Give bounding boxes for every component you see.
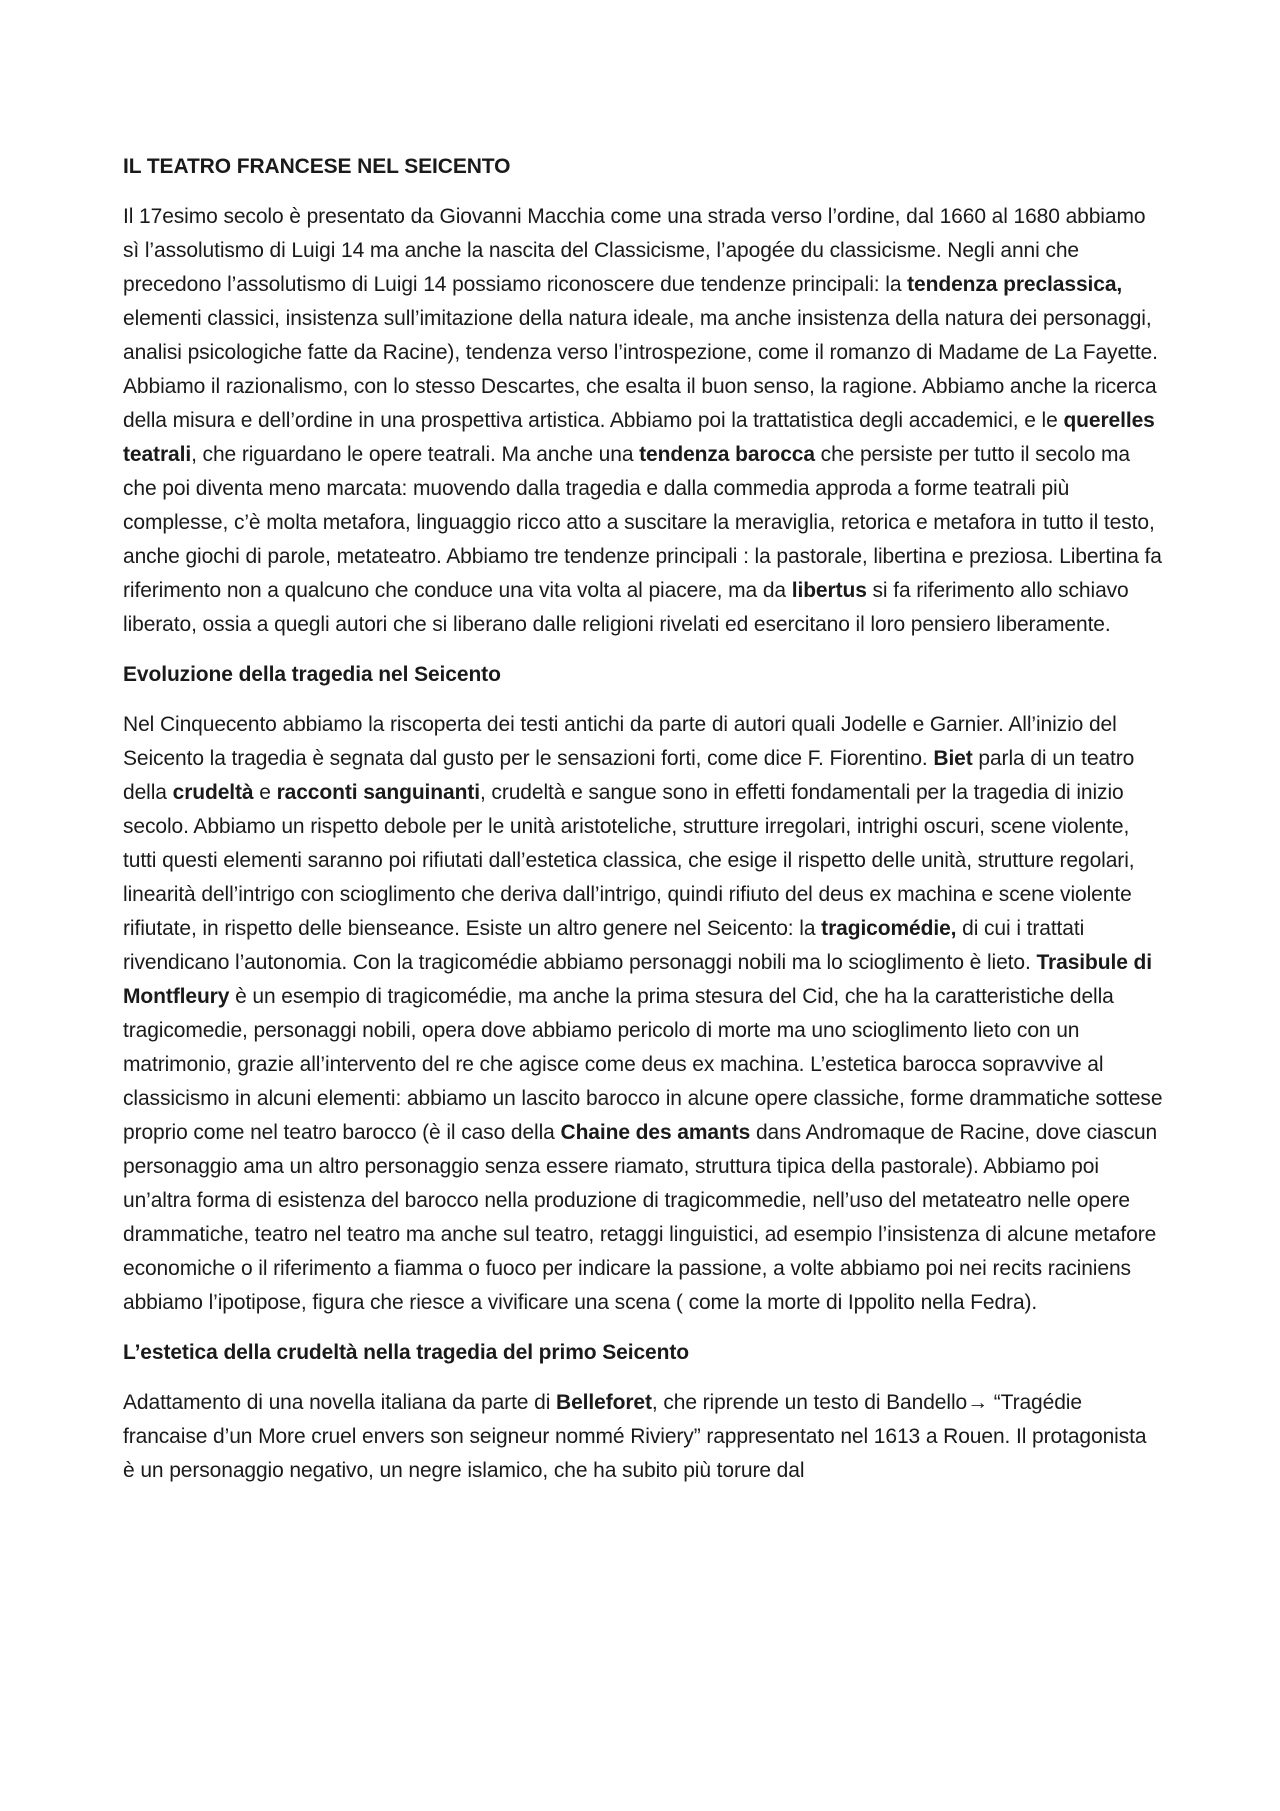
text-run: dans Andromaque de Racine, dove ciascun personaggio ama un altro personaggio senza essere riamato, struttura tipica della pastorale). Abbiamo poi un’altra forma di esistenza del barocco nella produzione di tragicommedie, nell’uso del metateatro nelle opere drammatiche, teatro nel teatro ma anche sul teatro, retaggi linguistici, ad esempio l’insistenza di alcune metafore economiche o il riferimento a fiamma o fuoco per indicare la passione, a volte abbiamo poi nei recits raciniens abbiamo l’ipotipose, figura che riesce a vivificare una scena ( come la morte di Ippolito nella Fedra). bbox=[123, 1121, 1158, 1314]
bold-term: libertus bbox=[791, 579, 867, 602]
paragraph-evoluzione bbox=[123, 708, 1163, 1320]
text-run: elementi classici, insistenza sull’imitazione della natura ideale, ma anche insistenza della natura dei personaggi, analisi psicologiche fatte da Racine), tendenza verso l’introspezione, come il romanzo di Madame de La Fayette. Abbiamo il razionalismo, con lo stesso Descartes, che esalta il buon senso, la ragione. Abbiamo anche la ricerca della misura e dell’ordine in una prospettiva artistica. Abbiamo poi la trattatistica degli accademici, e le bbox=[123, 307, 1158, 432]
text-run: di cui i trattati rivendicano l’autonomia. Con la tragicomédie abbiamo personaggi nobili ma lo scioglimento è lieto. bbox=[123, 917, 1085, 974]
paragraph-intro bbox=[123, 200, 1163, 642]
bold-term: Belleforet bbox=[556, 1391, 652, 1414]
paragraph-crudelta bbox=[123, 1386, 1163, 1488]
document-page bbox=[123, 150, 1163, 1504]
text-run: si fa riferimento allo schiavo liberato, ossia a quegli autori che si liberano dalle religioni rivelati ed esercitano il loro pensiero liberamente. bbox=[123, 579, 1129, 636]
text-run: è un esempio di tragicomédie, ma anche la prima stesura del Cid, che ha la caratteristiche della tragicomedie, personaggi nobili, opera dove abbiamo pericolo di morte ma uno scioglimento lieto con un matrimonio, grazie all’intervento del re che agisce come deus ex machina. L’estetica barocca sopravvive al classicismo in alcuni elementi: abbiamo un lascito barocco in alcune opere classiche, forme drammatiche sottese proprio come nel teatro barocco (è il caso della bbox=[123, 985, 1163, 1144]
text-run: Nel Cinquecento abbiamo la riscoperta dei testi antichi da parte di autori quali Jodelle e Garnier. All’inizio del Seicento la tragedia è segnata dal gusto per le sensazioni forti, come dice F. Fiorentino. bbox=[123, 713, 1117, 770]
text-run: Il 17esimo secolo è presentato da Giovanni Macchia come una strada verso l’ordine, dal 1660 al 1680 abbiamo sì l’assolutismo di Luigi 14 ma anche la nascita del Classicisme, l’apogée du classicisme. Negli anni che precedono l’assolutismo di Luigi 14 possiamo riconoscere due tendenze principali: la bbox=[123, 205, 1146, 296]
text-run: Adattamento di una novella italiana da parte di bbox=[123, 1391, 557, 1414]
text-run: parla di un teatro della bbox=[123, 747, 1135, 804]
bold-term: crudeltà bbox=[172, 781, 254, 804]
section-heading-evoluzione: Evoluzione della tragedia nel Seicento bbox=[123, 663, 501, 686]
text-run: che persiste per tutto il secolo ma che poi diventa meno marcata: muovendo dalla tragedia e dalla commedia approda a forme teatrali più complesse, c’è molta metafora, linguaggio ricco atto a suscitare la meraviglia, retorica e metafora in tutto il testo, anche giochi di parole, metateatro. Abbiamo tre tendenze principali : la pastorale, libertina e preziosa. Libertina fa riferimento non a qualcuno che conduce una vita volta al piacere, ma da bbox=[123, 443, 1162, 602]
bold-term: Chaine des amants bbox=[560, 1121, 751, 1144]
document-title: IL TEATRO FRANCESE NEL SEICENTO bbox=[123, 155, 511, 178]
bold-term: racconti sanguinanti bbox=[276, 781, 480, 804]
bold-term: Trasibule di Montfleury bbox=[123, 951, 1152, 1008]
text-run: , che riguardano le opere teatrali. Ma anche una bbox=[191, 443, 640, 466]
bold-term: tragicomédie, bbox=[821, 917, 957, 940]
section-heading-crudelta: L’estetica della crudeltà nella tragedia del primo Seicento bbox=[123, 1341, 689, 1364]
text-run: , che riprende un testo di Bandello bbox=[651, 1391, 968, 1414]
arrow-icon: → bbox=[967, 1391, 988, 1414]
bold-term: tendenza barocca bbox=[639, 443, 815, 466]
text-run: e bbox=[253, 781, 277, 804]
text-run: “Tragédie francaise d’un More cruel envers son seigneur nommé Riviery” rappresentato nel 1613 a Rouen. Il protagonista è un personaggio negativo, un negre islamico, che ha subito più torure dal bbox=[123, 1391, 1147, 1482]
bold-term: tendenza preclassica, bbox=[907, 273, 1123, 296]
bold-term: querelles teatrali bbox=[123, 409, 1155, 466]
bold-term: Biet bbox=[933, 747, 973, 770]
text-run: , crudeltà e sangue sono in effetti fondamentali per la tragedia di inizio secolo. Abbiamo un rispetto debole per le unità aristoteliche, strutture irregolari, intrighi oscuri, scene violente, tutti questi elementi saranno poi rifiutati dall’estetica classica, che esige il rispetto delle unità, strutture regolari, linearità dell’intrigo con scioglimento che deriva dall’intrigo, quindi rifiuto del deus ex machina e scene violente rifiutate, in rispetto delle bienseance. Esiste un altro genere nel Seicento: la bbox=[123, 781, 1135, 940]
